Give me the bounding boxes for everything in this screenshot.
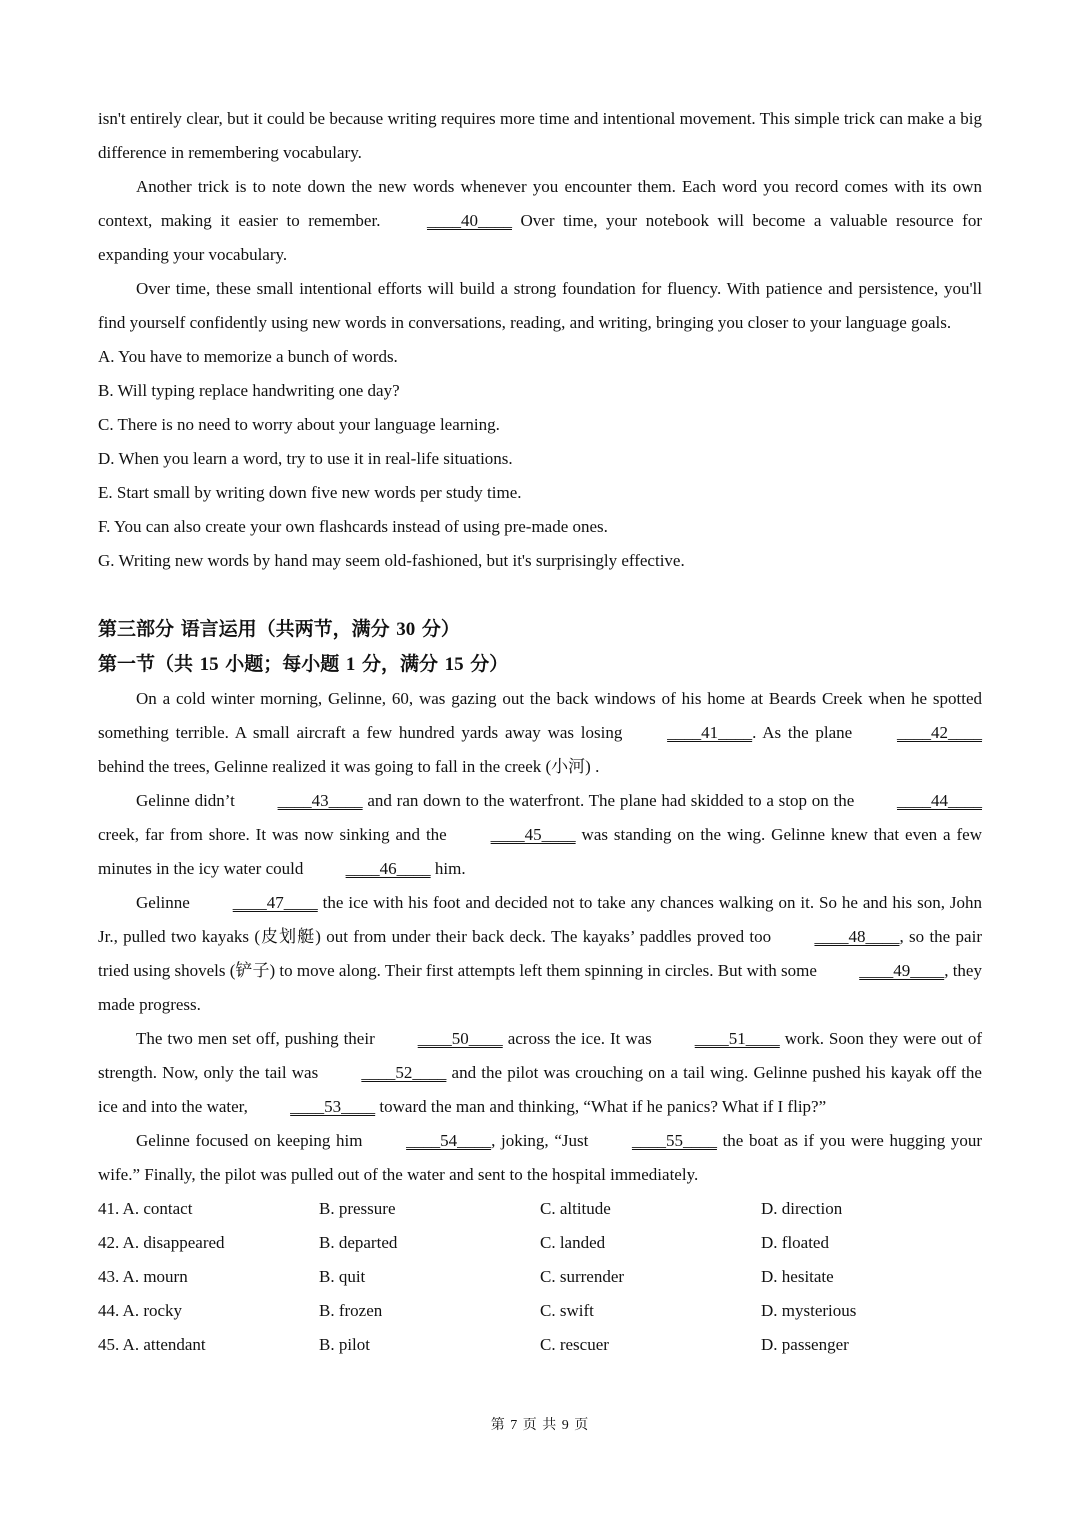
blank-53: ____53____ <box>290 1097 376 1116</box>
choice-43-a: 43. A. mourn <box>98 1267 188 1286</box>
option-b: B. Will typing replace handwriting one day? <box>98 381 400 400</box>
choice-44-a: 44. A. rocky <box>98 1301 183 1320</box>
blank-50: ____50____ <box>417 1029 503 1048</box>
option-g: G. Writing new words by hand may seem old-fashioned, but it's surprisingly effective. <box>98 551 685 570</box>
blank-54: ____54____ <box>406 1131 492 1150</box>
page-footer: 第 7 页 共 9 页 <box>490 1418 590 1433</box>
choice-45-b: B. pilot <box>319 1335 371 1354</box>
blank-52: ____52____ <box>361 1063 447 1082</box>
blank-42: ____42____ <box>897 723 982 742</box>
blank-48: ____48____ <box>814 927 900 946</box>
blank-44: ____44____ <box>897 791 982 810</box>
choice-41-d: D. direction <box>761 1199 843 1218</box>
section-title: 第三部分 语言运用（共两节，满分 30 分） <box>98 618 460 640</box>
choice-42-a: 42. A. disappeared <box>98 1233 225 1252</box>
paragraph-text: Another trick is to note down the new words whenever you encounter them. Each word you record comes with its own context, making it easier to remember. <box>98 177 982 230</box>
option-a: A. You have to memorize a bunch of words. <box>98 347 398 366</box>
choice-44-d: D. mysterious <box>761 1301 857 1320</box>
passage-paragraph: isn't entirely clear, but it could be because writing requires more time and intentional movement. This simple trick can make a big difference in remembering vocabulary. <box>98 109 982 162</box>
section-spacer <box>98 578 982 612</box>
option-e: E. Start small by writing down five new words per study time. <box>98 483 522 502</box>
choice-43-c: C. surrender <box>540 1267 625 1286</box>
choice-42-b: B. departed <box>319 1233 398 1252</box>
cloze-paragraph: On a cold winter morning, Gelinne, 60, was gazing out the back windows of his home at Beards Creek when he spotted something terrible. A small aircraft a few hundred yards away was losing ____41____. As the plane ____42____ behind the trees, Gelinne realized it was going to fall in the creek (小河) . <box>98 689 982 776</box>
choice-42-d: D. floated <box>761 1233 829 1252</box>
cloze-paragraph: The two men set off, pushing their ____50____ across the ice. It was ____51____ work. Soon they were out of strength. Now, only the tail was ____52____ and the pilot was crouching on a tail wing. Gelinne pushed his kayak off the ice and into the water, ____53____ toward the man and thinking, “What if he panics? What if I flip?” <box>98 1022 982 1124</box>
blank-45: ____45____ <box>490 825 576 844</box>
blank-43: ____43____ <box>277 791 363 810</box>
choice-41-b: B. pressure <box>319 1199 396 1218</box>
blank-55: ____55____ <box>631 1131 717 1150</box>
subsection-title: 第一节（共 15 小题；每小题 1 分，满分 15 分） <box>98 653 509 675</box>
blank-47: ____47____ <box>232 893 318 912</box>
cloze-paragraph: Gelinne didn’t ____43____ and ran down to the waterfront. The plane had skidded to a stop on the ____44____ creek, far from shore. It was now sinking and the ____45____ was standing on the wing. Gelinne knew that even a few minutes in the icy water could ____46____ him. <box>98 784 982 886</box>
exam-page <box>98 102 982 1362</box>
choice-45-d: D. passenger <box>761 1335 849 1354</box>
passage-paragraph: Over time, these small intentional efforts will build a strong foundation for fluency. With patience and persistence, you'll find yourself confidently using new words in conversations, reading, and writing, bringing you closer to your language goals. <box>98 279 982 332</box>
cloze-paragraph: Gelinne focused on keeping him ____54____, joking, “Just ____55____ the boat as if you were hugging your wife.” Finally, the pilot was pulled out of the water and sent to the hospital immediately. <box>98 1124 982 1192</box>
option-c: C. There is no need to worry about your language learning. <box>98 415 500 434</box>
choice-44-c: C. swift <box>540 1301 594 1320</box>
option-d: D. When you learn a word, try to use it in real-life situations. <box>98 449 513 468</box>
choice-43-d: D. hesitate <box>761 1267 834 1286</box>
blank-46: ____46____ <box>345 859 431 878</box>
blank-51: ____51____ <box>694 1029 780 1048</box>
choice-41-c: C. altitude <box>540 1199 611 1218</box>
blank-49: ____49____ <box>859 961 945 980</box>
choice-44-b: B. frozen <box>319 1301 383 1320</box>
passage-paragraph <box>98 170 982 272</box>
option-f: F. You can also create your own flashcards instead of using pre-made ones. <box>98 517 608 536</box>
choice-41-a: 41. A. contact <box>98 1199 193 1218</box>
blank-40: ____40____ <box>426 211 512 230</box>
choice-45-c: C. rescuer <box>540 1335 609 1354</box>
cloze-paragraph: Gelinne ____47____ the ice with his foot and decided not to take any chances walking on it. So he and his son, John Jr., pulled two kayaks (皮划艇) out from under their back deck. The kayaks’ paddles proved too ____48____, so the pair tried using shovels (铲子) to move along. Their first attempts left them spinning in circles. But with some ____49____, they made progress. <box>98 886 982 1022</box>
paragraph-text: Over time, your notebook will become a valuable resource for expanding your vocabulary. <box>98 211 982 264</box>
question-choices <box>98 1192 982 1362</box>
blank-41: ____41____ <box>667 723 753 742</box>
choice-43-b: B. quit <box>319 1267 366 1286</box>
choice-42-c: C. landed <box>540 1233 606 1252</box>
choice-45-a: 45. A. attendant <box>98 1335 206 1354</box>
